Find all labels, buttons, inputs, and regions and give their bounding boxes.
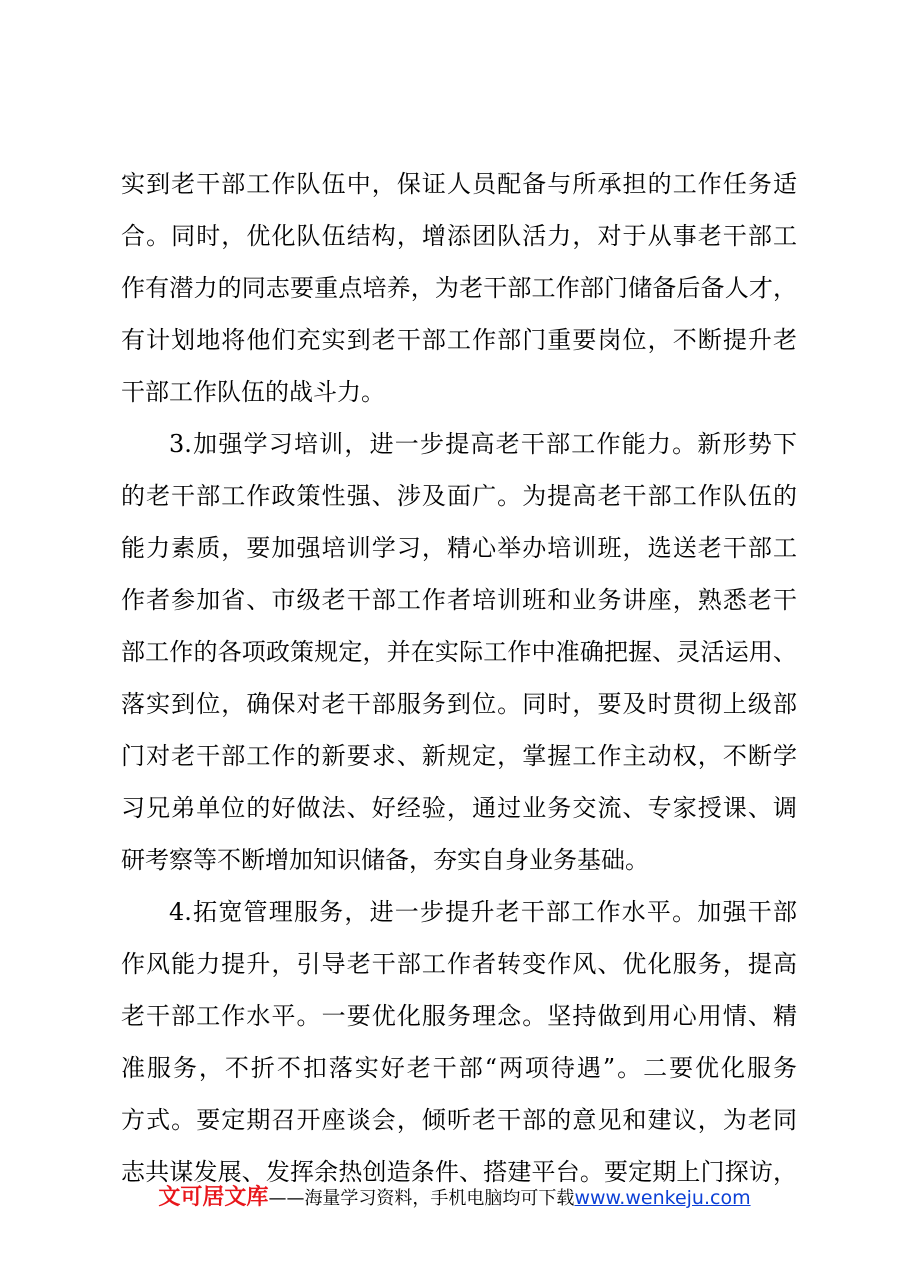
text-line: 合。同时，优化队伍结构，增添团队活力，对于从事老干部工 [121,222,797,250]
footer-brand: 文可居文库 [158,1185,269,1210]
text-line: 作者参加省、市级老干部工作者培训班和业务讲座，熟悉老干 [121,586,797,614]
text-line: 准服务，不折不扣落实好老干部“两项待遇”。二要优化服务 [121,1054,797,1082]
text-line: 的老干部工作政策性强、涉及面广。为提高老干部工作队伍的 [121,482,797,510]
text-line: 作风能力提升，引导老干部工作者转变作风、优化服务，提高 [121,950,797,978]
text-line: 研考察等不断增加知识储备，夯实自身业务基础。 [121,846,649,874]
text-line: 干部工作队伍的战斗力。 [121,378,385,406]
body-text [121,158,797,1198]
text-line: 部工作的各项政策规定，并在实际工作中准确把握、灵活运用、 [121,638,797,666]
footer-banner [0,1180,909,1211]
text-line: 门对老干部工作的新要求、新规定，掌握工作主动权，不断学 [121,742,797,770]
text-line: 有计划地将他们充实到老干部工作部门重要岗位，不断提升老 [121,326,797,354]
text-line: 落实到位，确保对老干部服务到位。同时，要及时贯彻上级部 [121,690,797,718]
text-line: 3.加强学习培训，进一步提高老干部工作能力。新形势下 [169,430,797,458]
text-line: 作有潜力的同志要重点培养，为老干部工作部门储备后备人才， [121,274,797,302]
text-line: 4.拓宽管理服务，进一步提升老干部工作水平。加强干部 [169,898,797,926]
text-line: 能力素质，要加强培训学习，精心举办培训班，选送老干部工 [121,534,797,562]
text-line: 习兄弟单位的好做法、好经验，通过业务交流、专家授课、调 [121,794,797,822]
text-line: 志共谋发展、发挥余热创造条件、搭建平台。要定期上门探访， [121,1158,797,1186]
footer-link[interactable]: www.wenkeju.com [574,1187,751,1209]
text-line: 老干部工作水平。一要优化服务理念。坚持做到用心用情、精 [121,1002,797,1030]
text-line: 实到老干部工作队伍中，保证人员配备与所承担的工作任务适 [121,170,797,198]
text-line: 方式。要定期召开座谈会，倾听老干部的意见和建议，为老同 [121,1106,797,1134]
footer-tagline: ——海量学习资料，手机电脑均可下载 [268,1188,575,1209]
